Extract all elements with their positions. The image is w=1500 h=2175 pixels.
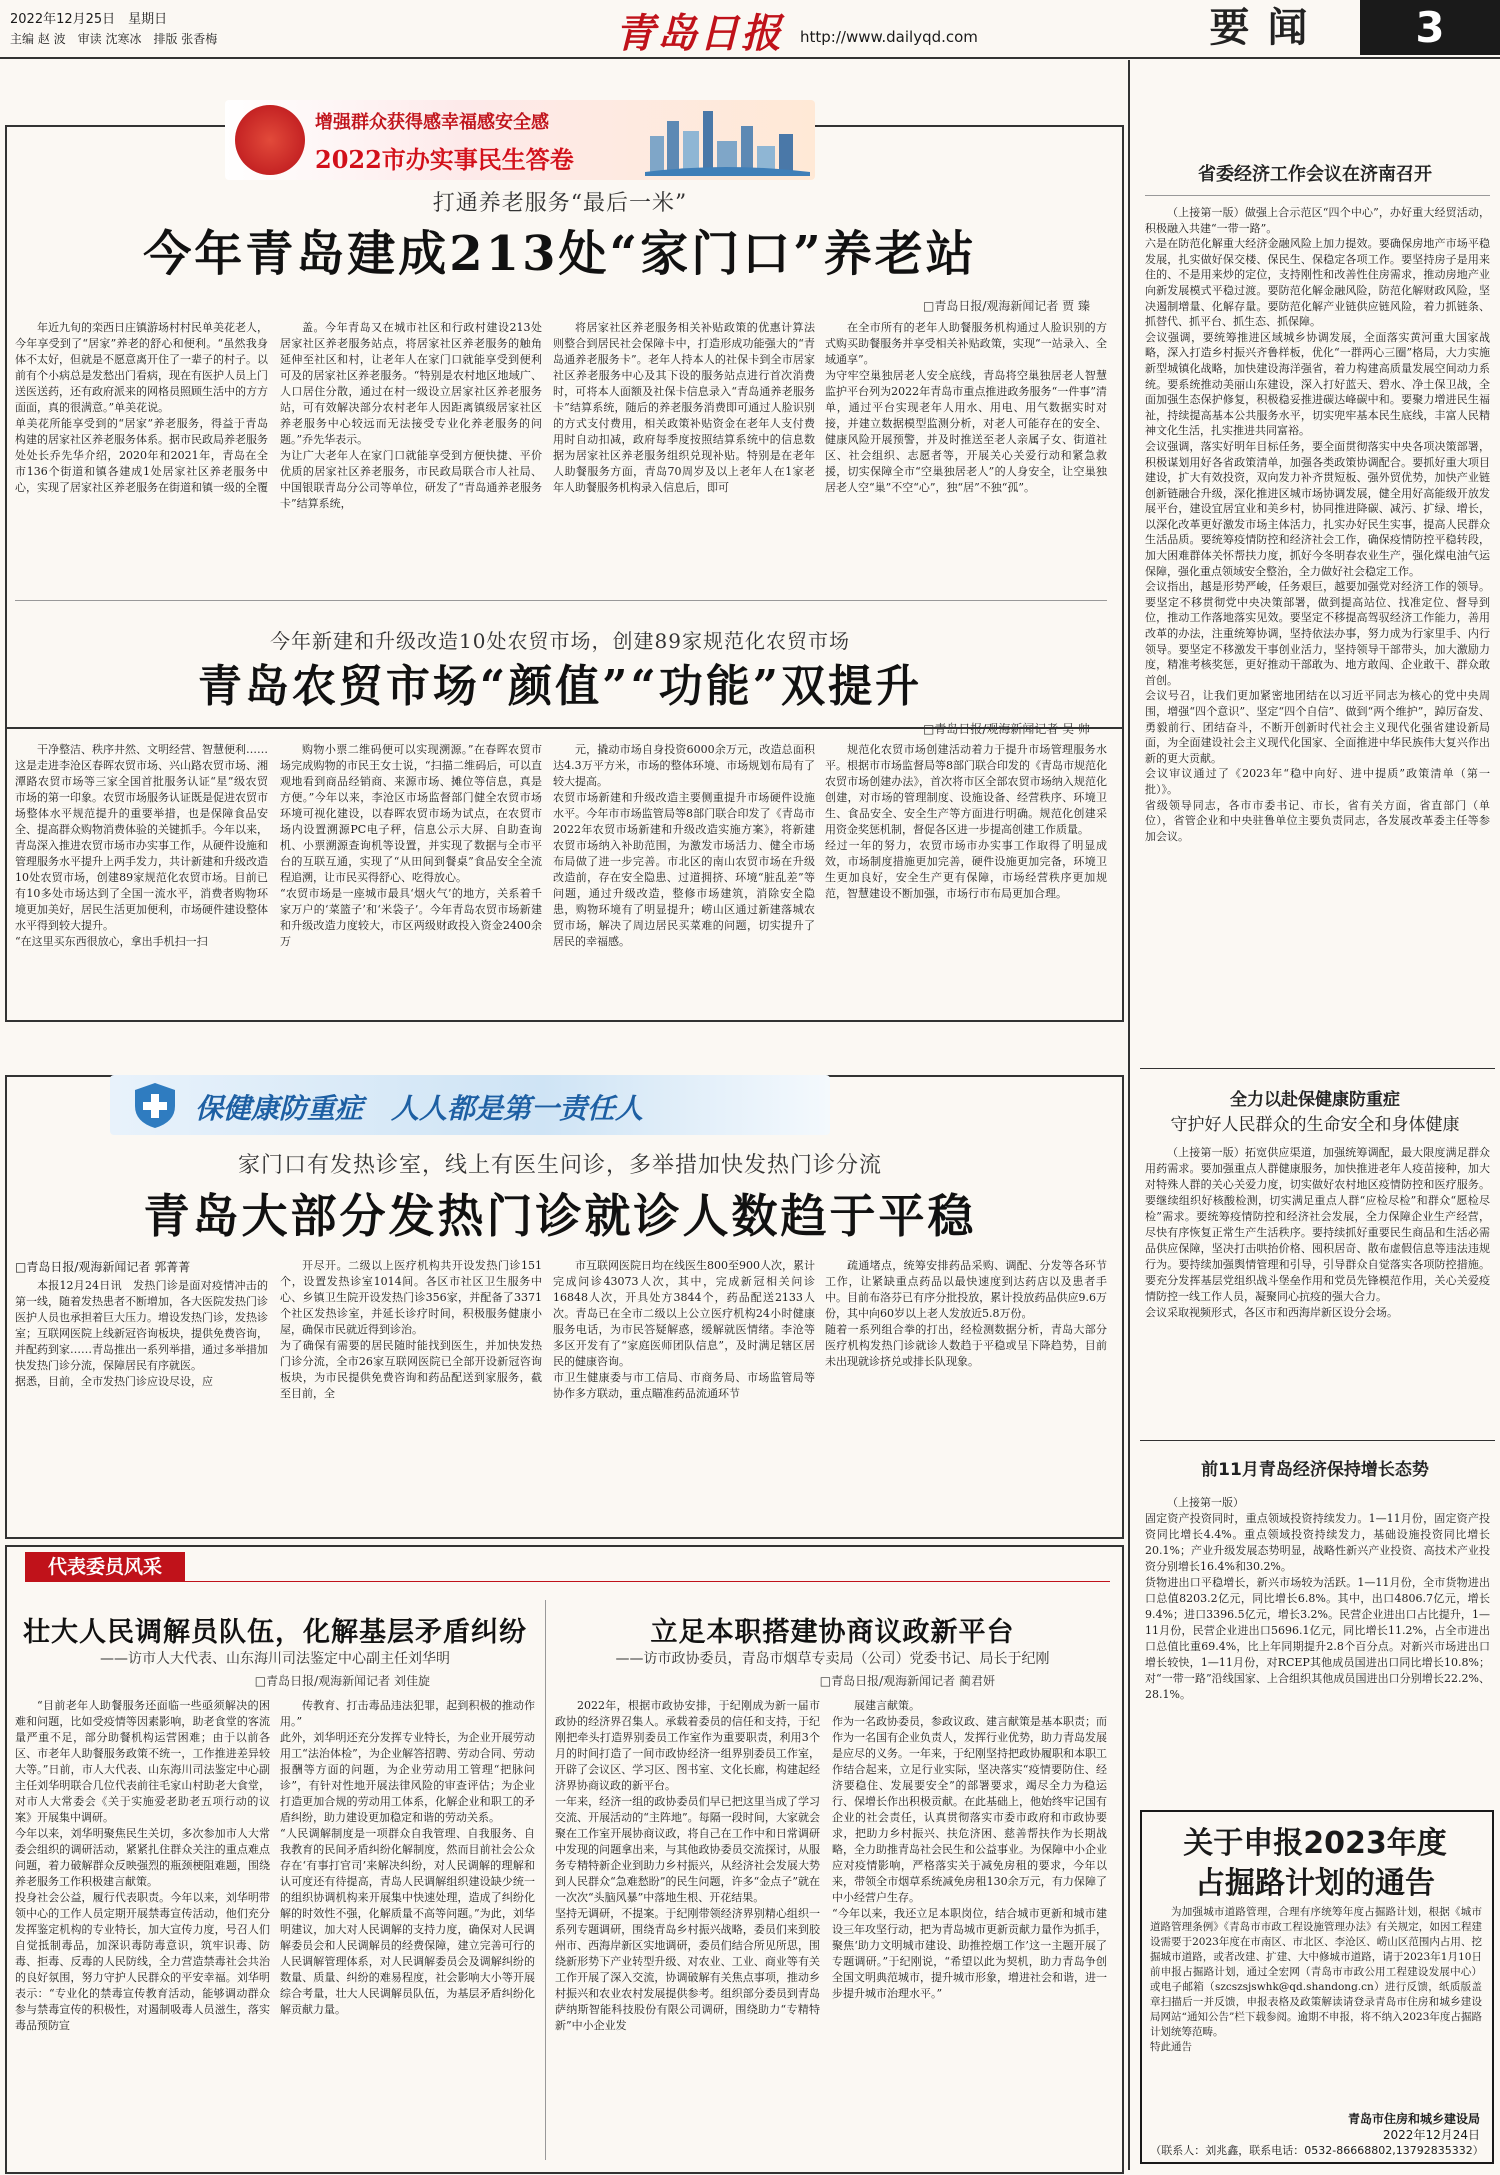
article4-byline: □青岛日报/观海新闻记者 刘佳旋 [254,1674,430,1688]
article1-divider [15,600,1107,601]
article5-col2: 展建言献策。 作为一名政协委员，参政议政、建言献策是基本职责；而作为一名国有企业负责人，发挥行业优势，助力青岛发展是应尽的义务。一年来，于纪刚坚持把政协履职和本职工作结合起来，立足行业实际，坚决落实“疫情要防住、经济要稳住、发展要安全”的部署要求，竭尽全力为稳运行、保增长作出积极贡献。在此基础上，他始终牢记国有企业的社会责任，认真贯彻落实市委市政府和市政协要求，把助力乡村振兴、扶危济困、慈善帮扶作为长期战略，全力助推青岛社会民生和公益事业。为保障中小企业应对疫情影响，严格落实关于减免房租的要求，今年以来，带领全市烟草系统减免房租130余万元，有力保障了中小经营户生存。 “今年以来，我还立足本职岗位，结合城市更新和城市建设三年攻坚行动，把为青岛城市更新贡献力量作为抓手，聚焦‘助力文明城市建设、助推控烟工作’这一主题开展了专题调研。”于纪刚说，“希望以此为契机，助力青岛争创全国文明典范城市，提升城市形象，增进社会和谐，进一步提升城市治理水平。” [832,1699,1107,2000]
article-divider-vertical [545,1600,546,2160]
side2-top-rule [1140,1068,1495,1069]
article4-subtitle: ——访市人大代表、山东海川司法鉴定中心副主任刘华明 [100,1651,450,1667]
notice-title-line2: 占掘路计划的通告 [1195,1866,1435,1901]
article4-col2: 传教育、打击毒品违法犯罪，起到积极的推动作用。” 此外，刘华明还充分发挥专业特长，为企业开展劳动用工“法治体检”，为企业解答招聘、劳动合同、劳动报酬等方面的问题，为企业劳动用工管理“把脉问诊”，有针对性地开展法律风险的审查评估；为企业打造更加合规的劳动用工体系，化解企业和职工的矛盾纠纷，助力建设更加稳定和谐的劳动关系。 “人民调解制度是一项群众自我管理、自我服务、自我教育的民间矛盾纠纷化解制度，然而目前社会公众存在‘有事打官司’来解决纠纷，对人民调解的理解和认可度还有待提高，青岛人民调解组织建设缺少统一的组织协调机构来开展集中快速处理，造成了纠纷化解的时效性不强，化解质量不高等问题。”为此，刘华明建议，加大对人民调解的支持力度，确保对人民调解委员会和人民调解员的经费保障，建立完善可行的人民调解管理体系，对人民调解委员会及调解纠纷的数量、质量、纠纷的难易程度，社会影响大小等开展综合考量，壮大人民调解员队伍，为基层矛盾纠纷化解贡献力量。 [280,1699,535,2016]
sidebar-rule [1128,60,1130,2170]
article1-byline: □青岛日报/观海新闻记者 贾 臻 [922,299,1090,313]
side2-text: （上接第一版）拓宽供应渠道，加强统筹调配，最大限度满足群众用药需求。要加强重点人群健康服务，加快推进老年人疫苗接种，加大对特殊人群的关心关爱力度，切实做好农村地区疫情防控和医疗服务。要继续组织好核酸检测，切实满足重点人群“应检尽检”和群众“愿检尽检”需求。要统筹疫情防控和经济社会发展，全力保障企业生产经营，尽快有序恢复正常生产生活秩序。要持续抓好重要民生商品和生活必需品供应保障，坚决打击哄抬价格、囤积居奇、散布虚假信息等违法违规行为。要持续加强舆情管理和引导，引导群众自觉落实各项防控措施。要充分发挥基层党组织战斗堡垒作用和党员先锋模范作用，关心关爱疫情防控一线工作人员，凝聚同心抗疫的强大合力。 会议采取视频形式，各区市和西海岸新区设分会场。 [1145,1146,1490,1319]
side3-top-rule [1140,1440,1495,1441]
article3-col3: 市互联网医院日均在线医生800至900人次，累计完成问诊43073人次，其中，完成新冠相关问诊16848人次，开具处方3844个，药品配送2133人次。青岛已在全市二级以上公立医疗机构24小时健康服务电话，为市民答疑解惑，缓解就医情绪。李沧等多区开发有了“家庭医师团队信息”，及时满足辖区居民的健康咨询。 市卫生健康委与市工信局、市商务局、市场监管局等协作多方联动，重点瞄准药品流通环节 [553,1259,815,1400]
banner-health [110,1075,830,1135]
banner-health-text: 保健康防重症 人人都是第一责任人 [195,1092,644,1125]
article2-col4: 规范化农贸市场创建活动着力于提升市场管理服务水平。根据市市场监督局等8部门联合印发的《青岛市规范化农贸市场创建办法》，首次将市区全部农贸市场纳入规范化创建，对市场的管理制度、设施设备、经营秩序、环境卫生、食品安全、安全生产等方面进行明确。规范化创建采用资金奖惩机制，督促各区进一步提高创建工作质量。 经过一年的努力，农贸市场市办实事工作取得了明显成效，市场制度措施更加完善，硬件设施更加完备，环境卫生更加良好，安全生产更有保障，市场经营秩序更加规范，智慧建设不断加强，市场行市布局更加合理。 [825,743,1107,900]
article2-col2: 购物小票二维码便可以实现溯源。”在春晖农贸市场完成购物的市民王女士说，“扫描二维码后，可以直观地看到商品经销商、来源市场、摊位等信息，真是方便。”今年以来，李沧区市场监督部门健全农贸市场环境可视化建设，以春晖农贸市场为试点，在农贸市场内设置溯源PC电子秤，信息公示大屏、自助查询机、小票溯源查询机等设置，并实现了数据与全市平台的互联互通，实现了“从田间到餐桌”食品安全全流程追溯，让市民买得舒心、吃得放心。 “农贸市场是一座城市最具‘烟火气’的地方，关系着千家万户的‘菜篮子’和‘米袋子’。今年青岛农贸市场新建和升级改造力度较大，市区两级财政投入资金2400余万 [280,743,542,948]
article4-col1: “目前老年人助餐服务还面临一些亟须解决的困难和问题，比如受疫情等因素影响，助老食堂的客流量严重不足，部分助餐机构运营困难；由于以前各区、市老年人助餐服务政策不统一，工作推进差异较大等。”日前，市人大代表、山东海川司法鉴定中心副主任刘华明联合几位代表前往毛家山村助老大食堂，对市人大常委会《关于实施爱老助老五项行动的议案》开展集中调研。 今年以来，刘华明聚焦民生关切，多次参加市人大常委会组织的调研活动，紧紧扎住群众关注的重点难点问题，着力破解群众反映强烈的瓶颈梗阻难题，围绕养老服务工作积极建言献策。 投身社会公益，履行代表职责。今年以来，刘华明带领中心的工作人员定期开展禁毒宣传活动，他们充分发挥鉴定机构的专业特长，加大宣传力度，号召人们自觉抵制毒品，加深识毒防毒意识，筑牢识毒、防毒、拒毒、反毒的人民防线，全力营造禁毒社会共治的良好氛围，努力守护人民群众的平安幸福。刘华明表示：“专业化的禁毒宣传教育活动，能够调动群众参与禁毒宣传的积极性，对遏制吸毒人员滋生，落实毒品预防宣 [15,1699,270,2032]
header-rule [0,57,1500,59]
article2-title: 青岛农贸市场“颜值”“功能”双提升 [197,661,923,712]
newspaper-logo: 青岛日报 [615,10,783,57]
article2-byline: □青岛日报/观海新闻记者 吴 帅 [922,722,1090,736]
article3-title: 青岛大部分发热门诊就诊人数趋于平稳 [143,1189,977,1243]
article5-title: 立足本职搭建协商议政新平台 [650,1617,1015,1648]
banner-line1: 增强群众获得感幸福感安全感 [315,112,549,133]
article1-col1: 年近九旬的栾西日庄镇游场村村民单美花老人，今年享受到了“居家”养老的舒心和便利。“虽然我身体不太好，但就是不愿意离开住了一辈子的村子。以前有个小病总是发愁出门看病，现在有医护人员上门送医送药，还有政府派来的网格员照顾生活中的方方面面，真的很满意。”单美花说。 单美花所能享受到的“居家”养老服务，得益于青岛构建的居家社区养老服务体系。据市民政局养老服务处处长乔先华介绍，2020年和2021年，青岛在全市136个街道和镇各建成1处居家社区养老服务中心，实现了居家社区养老服务在街道和镇一级的全覆 [15,321,268,494]
side1-text: （上接第一版）做强上合示范区“四个中心”，办好重大经贸活动，积极融入共建“一带一路”。 六是在防范化解重大经济金融风险上加力提效。要确保房地产市场平稳发展，扎实做好保交楼、保民生、保稳定各项工作。要坚持房子是用来住的、不是用来炒的定位，支持刚性和改善性住房需求，推动房地产业向新发展模式平稳过渡。要防范化解金融风险，防范化解财政风险，坚决遏制增量、化解存量。要防范化解产业链供应链风险，着力抓链条、抓替代、抓平台、抓生态、抓保障。 会议强调，要统筹推进区域城乡协调发展，全面落实黄河重大国家战略，深入打造乡村振兴齐鲁样板，优化“一群两心三圈”格局，大力实施新型城镇化战略，加快建设海洋强省，着力构建高质量发展空间动力系统。要系统推动美丽山东建设，深入打好蓝天、碧水、净土保卫战，全面加强生态保护修复，积极稳妥推进碳达峰碳中和。要聚力增进民生福祉，持续提高基本公共服务水平，切实兜牢基本民生底线，丰富人民精神文化生活，扎实推进共同富裕。 会议强调，落实好明年目标任务，要全面贯彻落实中央各项决策部署，积极谋划用好各省政策清单，加强各类政策协调配合。要抓好重大项目建设，扩大有效投资，双向发力补齐贯短板、强外贸优势，加快产业链创新链融合升级，深化推进区城市场协调发展，健全用好高能级开放发展平台，建设宜居宜业和美乡村，协同推进降碳、减污、扩绿、增长，以深化改革更好激发市场主体活力，扎实办好民生实事，提高人民群众生活品质。要统筹疫情防控和经济社会工作，确保疫情防控平稳转段，加大困难群体关怀帮扶力度，抓好今冬明春农业生产，强化煤电油气运保障，强化重点领域安全整治，全力做好社会稳定工作。 会议指出，越是形势严峻，任务艰巨，越要加强党对经济工作的领导。要坚定不移贯彻党中央决策部署，做到提高站位、找准定位、督导到位，推动工作落地落实见效。要坚定不移提高驾驭经济工作能力，善用改革的办法，注重统筹协调，坚持依法办事，努力成为行家里手、内行领导。要坚定不移激发干事创业活力，坚持领导干部带头，加大激励力度，精准考核奖惩，更好推动干部敢为、地方敢闯、企业敢干、群众敢首创。 会议号召，让我们更加紧密地团结在以习近平同志为核心的党中央周围，增强“四个意识”、坚定“四个自信”、做到“两个维护”，踔厉奋发、勇毅前行、团结奋斗，不断开创新时代社会主义现代化强省建设新局面，为全面建设社会主义现代化国家、全面推进中华民族伟大复兴作出新的更大贡献。 会议审议通过了《2023年“稳中向好、进中提质”政策清单（第一批）》。 省级领导同志，各市市委书记、市长，省有关方面，省直部门（单位），省管企业和中央驻鲁单位主要负责同志，各发展改革委主任等参加会议。 [1145,206,1490,843]
notice-title-line1: 关于申报2023年度 [1183,1826,1447,1861]
article5-subtitle: ——访市政协委员，青岛市烟草专卖局（公司）党委书记、局长于纪刚 [615,1651,1050,1667]
side2-subtitle: 守护好人民群众的生命安全和身体健康 [1170,1115,1460,1135]
article1-col2: 盖。今年青岛又在城市社区和行政村建设213处居家社区养老服务站点，将居家社区养老服务的触角延伸至社区和村，让老年人在家门口就能享受到便利可及的居家社区养老服务。“特别是农村地区地域广、人口居住分散，通过在村一级设立居家社区养老服务站，可有效解决部分农村老年人因距离镇级居家社区养老服务中心较远而无法接受专业化养老服务的问题。”乔先华表示。 为让广大老年人在家门口就能享受到方便快捷、平价优质的居家社区养老服务，市民政局联合市人社局、中国银联青岛分公司等单位，研发了“青岛通养老服务卡”结算系统， [280,321,542,510]
article3-col2: 开尽开。二级以上医疗机构共开设发热门诊151个，设置发热诊室1014间。各区市社区卫生服务中心、乡镇卫生院开设发热门诊356家，并配备了3371个社区发热诊室，并延长诊疗时间，积极服务健康小屋，确保市民就近得到诊治。 为了确保有需要的居民随时能找到医生，并加快发热门诊分流，全市26家互联网医院已全部开设新冠咨询板块，为市民提供免费咨询和药品配送到家服务，截至目前，全 [280,1259,542,1400]
article4-title: 壮大人民调解员队伍，化解基层矛盾纠纷 [23,1617,527,1648]
article1-col4: 在全市所有的老年人助餐服务机构通过人脸识别的方式购买助餐服务并享受相关补贴政策，实现“一站录入、全域通享”。 为守牢空巢独居老人安全底线，青岛将空巢独居老人智慧监护平台列为2022年青岛市重点推进政务服务“一件事”清单，通过平台实现老年人用水、用电、用气数据实时对接，并建立数据模型监测分析，对老人可能存在的安全、健康风险开展预警，并及时推送至老人亲属子女、街道社区、社会组织、志愿者等，开展关心关爱行动和紧急救援，切实保障全市“空巢独居老人”的人身安全，让空巢独居老人空“巢”不空“心”，独“居”不独“孤”。 [825,321,1107,494]
shield-cross-icon [130,1080,180,1130]
article2-col3: 元，撬动市场自身投资6000余万元，改造总面积达4.3万平方米，市场的整体环境、市场规划布局有了较大提高。 农贸市场新建和升级改造主要侧重提升市场硬件设施水平。今年市市场监管局等8部门联合印发了《青岛市2022年农贸市场新建和升级改造实施方案》，将新建农贸市场纳入补助范围，为激发市场活力、健全市场布局做了进一步完善。市北区的南山农贸市场在升级改造前，存在安全隐患、过道拥挤、环境“脏乱差”等问题，通过升级改造，整修市场建筑，消除安全隐患，购物环境有了明显提升；崂山区通过新建落城农贸市场，解决了周边居民买菜难的问题，切实提升了居民的幸福感。 [553,743,815,948]
editorial-staff: 主编 赵 波 审读 沈寒冰 排版 张香梅 [10,32,218,46]
article1-title: 今年青岛建成213处“家门口”养老站 [143,226,977,282]
issue-date: 2022年12月25日 星期日 [10,12,168,27]
rep-section-label: 代表委员风采 [25,1552,185,1582]
website-url[interactable]: http://www.dailyqd.com [800,28,978,46]
banner-livelihood [225,100,815,180]
lantern-icon [235,105,305,175]
notice-text: 为加强城市道路管理，合理有序统筹年度占掘路计划，根据《城市道路管理条例》《青岛市市政工程设施管理办法》有关规定，如因工程建设需要于2023年度在市南区、市北区、李沧区、崂山区范围内占用、挖掘城市道路，或者改建、扩建、大中修城市道路，请于2023年1月10日前申报占掘路计划，通过全宏网（青岛市市政公用工程建设发展中心）或电子邮箱（szcszsjswhk@qd.shandong.cn）进行反馈，纸质版盖章扫描后一并反馈，申报表格及政策解读请登录青岛市住房和城乡建设局网站“通知公告”栏下载参阅。逾期不申报，将不纳入2023年度占掘路计划统筹范畴。 特此通告 [1150,1906,1482,2053]
side3-title: 前11月青岛经济保持增长态势 [1201,1460,1429,1480]
notice-date: 2022年12月24日 [1382,2128,1480,2142]
article1-col3: 将居家社区养老服务相关补贴政策的优惠计算法则整合到居民社会保障卡中，打造形成功能强大的“青岛通养老服务卡”。老年人持本人的社保卡到全市居家社区养老服务中心及其下设的服务站点进行首次消费时，可将本人面额及社保卡信息录入“青岛通养老服务卡”结算系统，随后的养老服务消费即可通过人脸识别的方式支付费用，相关政策补贴资金在老年人支付费用时自动扣减，政府每季度按照结算系统中的信息数据为居家社区养老服务组织兑现补贴。特别是在老年人助餐服务方面，青岛70周岁及以上老年人在1家老年人助餐服务机构录入信息后，即可 [553,321,815,494]
section-title: 要闻 [1209,4,1326,51]
article3-col1: 本报12月24日讯 发热门诊是面对疫情冲击的第一线，随着发热患者不断增加，各大医院发热门诊医护人员也承担着巨大压力。增设发热门诊，发热诊室；互联网医院上线新冠咨询板块，提供免费咨询，并配药到家……青岛推出一系列举措，通过多举措加快发热门诊分流，保障居民有序就医。 据悉，目前，全市发热门诊应设尽设，应 [15,1279,268,1388]
side3-text: （上接第一版） 固定资产投资同时，重点领域投资持续发力。1—11月份，固定资产投资同比增长4.4%。重点领域投资持续发力，基础设施投资同比增长20.1%；产业升级发展态势明显，战略性新兴产业投资、高技术产业投资分别增长16.4%和30.2%。 货物进出口平稳增长，新兴市场较为活跃。1—11月份，全市货物进出口总值8203.2亿元，同比增长6.8%。其中，出口4806.7亿元，增长9.4%；进口3396.5亿元，增长3.2%。民营企业进出口占比提升，1—11月份，民营企业进出口5696.1亿元，同比增长11.2%，占全市进出口总值比重69.4%，比上年同期提升2.8个百分点。对新兴市场进出口增长较快，1—11月份，对RCEP其他成员国进出口同比增长10.8%；对“一带一路”沿线国家、上合组织其他成员国进出口分别增长22.2%、28.1%。 [1145,1496,1490,1701]
article2-kicker: 今年新建和升级改造10处农贸市场，创建89家规范化农贸市场 [270,629,850,653]
article1-kicker: 打通养老服务“最后一米” [432,191,688,216]
rep-section-rule [185,1581,1110,1582]
article3-kicker: 家门口有发热诊室，线上有医生问诊，多举措加快发热门诊分流 [237,1153,882,1178]
page-number: 3 [1360,0,1500,55]
side1-rule [1145,195,1490,196]
article3-byline: □青岛日报/观海新闻记者 郭菁菁 [15,1260,191,1274]
city-skyline-icon [645,106,810,176]
article5-byline: □青岛日报/观海新闻记者 蔺君妍 [819,1674,995,1688]
article3-col4: 疏通堵点，统筹安排药品采购、调配、分发等各环节工作，让紧缺重点药品以最快速度到达药店以及患者手中。目前布洛芬已有序分批投放，累计投放药品供应9.6万份，其中向60岁以上老人发放近5.8万份。 随着一系列组合拳的打出，经检测数据分析，青岛大部分医疗机构发热门诊就诊人数趋于平稳或呈下降趋势，目前未出现就诊挤兑或排长队现象。 [825,1259,1107,1368]
article5-col1: 2022年，根据市政协安排，于纪刚成为新一届市政协的经济界召集人。承载着委员的信任和支持，于纪刚把牵头打造界别委员工作室作为重要职责，利用3个月的时间打造了一间市政协经济一组界别委员工作室，开辟了会议区、学习区、图书室、文化长廊，构建起经济界协商议政的新平台。 一年来，经济一组的政协委员们早已把这里当成了学习交流、开展活动的“主阵地”。每隔一段时间，大家就会聚在工作室开展协商议政，将自己在工作中和日常调研中发现的问题拿出来，与其他政协委员交流探讨，从服务专精特新企业到助力乡村振兴，从经济社会发展大势到人民群众“急难愁盼”的民生问题，许多“金点子”就在一次次“头脑风暴”中落地生根、开花结果。 坚持无调研，不提案。于纪刚带领经济界别精心组织一系列专题调研，围绕青岛乡村振兴战略，委员们来到胶州市、西海岸新区实地调研，委员们结合所见所思，围绕新形势下产业转型升级、对农业、工业、商业等有关工作开展了深入交流，协调破解有关焦点事项，推动乡村振兴和农业农村发展提供参考。组织部分委员到青岛萨纳斯智能科技股份有限公司调研，围绕助力“专精特新”中小企业发 [555,1699,820,2032]
notice-contact: （联系人：刘兆鑫，联系电话：0532-86668802,13792835332） [1150,2144,1484,2157]
banner-line2: 2022市办实事民生答卷 [315,145,574,174]
side1-title: 省委经济工作会议在济南召开 [1198,164,1432,185]
side2-title: 全力以赴保健康防重症 [1230,1090,1400,1110]
notice-signature: 青岛市住房和城乡建设局 [1347,2112,1480,2126]
article2-col1: 干净整洁、秩序井然、文明经营、智慧便利……这是走进李沧区春晖农贸市场、兴山路农贸市场、湘潭路农贸市场等三家全国首批服务认证“星”级农贸市场的第一印象。农贸市场服务认证既是促进农贸市场整体水平规范提升的重要举措，也是保障食品安全、提高群众购物消费体验的关键抓手。今年以来，青岛深入推进农贸市场市办实事工作，从硬件设施和管理服务水平提升上两手发力，共计新建和升级改造10处农贸市场，创建89家规范化农贸市场。目前已有10多处市场达到了全国一流水平，消费者购物环境更加美好，居民生活更加便利，市场硬件建设整体水平得到较大提升。 “在这里买东西很放心，拿出手机扫一扫 [15,743,268,948]
